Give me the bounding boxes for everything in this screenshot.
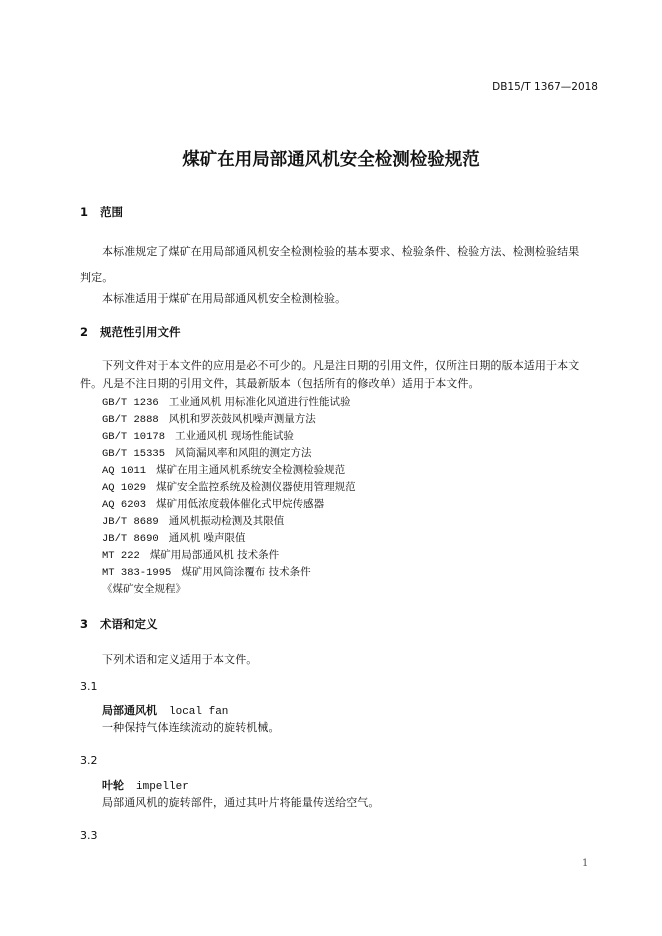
term-english: impeller [136, 781, 189, 793]
reference-name: 煤矿用风筒涂覆布 技术条件 [181, 566, 311, 578]
paragraph: 本标准规定了煤矿在用局部通风机安全检测检验的基本要求、检验条件、检验方法、检测检验结果 [102, 245, 580, 258]
term-definition: 一种保持气体连续流动的旋转机械。 [102, 721, 280, 734]
section-heading [80, 616, 158, 632]
paragraph: 下列文件对于本文件的应用是必不可少的。凡是注日期的引用文件，仅所注日期的版本适用于本文 [102, 359, 580, 372]
term-name: 局部通风机 [102, 704, 157, 717]
section-number: 1 [80, 205, 89, 219]
term-number: 3.2 [80, 754, 98, 767]
reference-name: 风筒漏风率和风阻的测定方法 [175, 447, 312, 459]
reference-code: GB/T 1236 [102, 397, 159, 409]
reference-item [102, 462, 345, 477]
term-number: 3.3 [80, 829, 98, 842]
document-title: 煤矿在用局部通风机安全检测检验规范 [182, 150, 480, 170]
reference-item [102, 496, 324, 511]
page-number: 1 [582, 858, 589, 869]
section-title: 范围 [100, 205, 124, 219]
reference-item [102, 445, 312, 460]
section-title: 术语和定义 [100, 617, 158, 631]
reference-name: 工业通风机 用标准化风道进行性能试验 [168, 396, 351, 408]
reference-name: 煤矿安全监控系统及检测仪器使用管理规范 [156, 481, 356, 493]
standard-number: DB15/T 1367—2018 [492, 81, 598, 93]
term-definition: 局部通风机的旋转部件，通过其叶片将能量传送给空气。 [102, 796, 380, 809]
reference-code: JB/T 8689 [102, 516, 159, 528]
reference-code: GB/T 10178 [102, 431, 166, 443]
reference-code: MT 222 [102, 550, 140, 562]
reference-name: 通风机振动检测及其限值 [168, 515, 285, 527]
section-heading [80, 324, 181, 340]
reference-code: GB/T 2888 [102, 414, 159, 426]
section-heading [80, 204, 123, 220]
term-heading [102, 777, 189, 793]
reference-name: 《煤矿安全规程》 [102, 583, 186, 595]
reference-item [102, 564, 311, 579]
reference-name: 煤矿用低浓度载体催化式甲烷传感器 [156, 498, 325, 510]
reference-item [102, 411, 316, 426]
term-heading [102, 702, 228, 718]
paragraph: 件。凡是不注日期的引用文件，其最新版本（包括所有的修改单）适用于本文件。 [80, 377, 480, 390]
reference-name: 煤矿在用主通风机系统安全检测检验规范 [156, 464, 346, 476]
reference-code: AQ 1011 [102, 465, 147, 477]
reference-code: AQ 6203 [102, 499, 147, 511]
section-title: 规范性引用文件 [100, 325, 181, 339]
term-number: 3.1 [80, 680, 98, 693]
reference-name: 煤矿用局部通风机 技术条件 [149, 549, 280, 561]
reference-code: JB/T 8690 [102, 533, 159, 545]
paragraph: 判定。 [80, 271, 114, 284]
reference-name: 工业通风机 现场性能试验 [175, 430, 294, 442]
paragraph: 下列术语和定义适用于本文件。 [102, 653, 258, 666]
reference-name: 通风机 噪声限值 [168, 532, 246, 544]
reference-item [102, 547, 279, 562]
reference-item [102, 394, 351, 409]
reference-code: AQ 1029 [102, 482, 147, 494]
term-name: 叶轮 [102, 779, 124, 792]
reference-item [102, 513, 284, 528]
reference-item [102, 479, 356, 494]
reference-item [102, 530, 246, 545]
reference-code: GB/T 15335 [102, 448, 166, 460]
reference-item [102, 581, 186, 596]
section-number: 2 [80, 325, 89, 339]
reference-name: 风机和罗茨鼓风机噪声测量方法 [168, 413, 316, 425]
paragraph: 本标准适用于煤矿在用局部通风机安全检测检验。 [102, 292, 347, 305]
reference-code: MT 383-1995 [102, 567, 172, 579]
term-english: local fan [169, 706, 229, 718]
section-number: 3 [80, 617, 89, 631]
reference-item [102, 428, 294, 443]
